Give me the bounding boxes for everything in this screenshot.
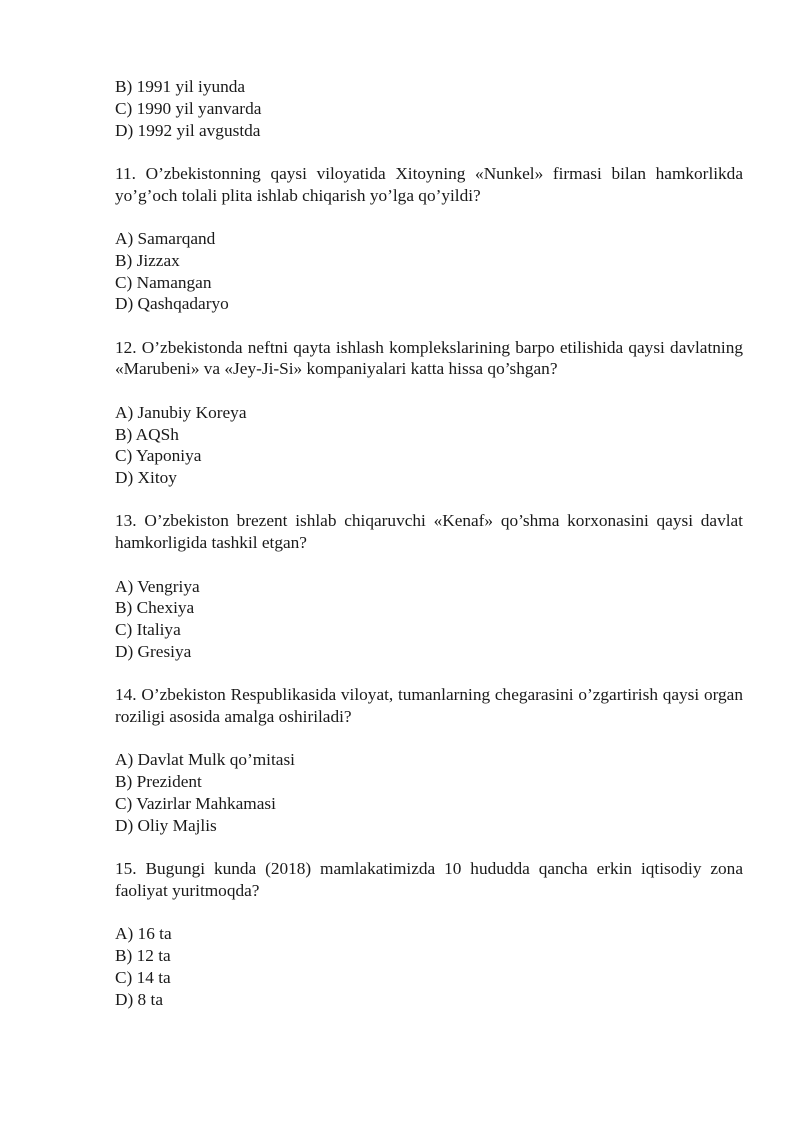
question-15 <box>115 858 743 1010</box>
option: A) Davlat Mulk qo’mitasi <box>115 750 295 770</box>
option: D) 1992 yil avgustda <box>115 120 261 140</box>
question-text: 13. O’zbekiston brezent ishlab chiqaruvchi «Kenaf» qo’shma korxonasini qaysi davlat hamkorligida tashkil etgan? <box>115 511 743 553</box>
question-11 <box>115 163 743 315</box>
option: B) Jizzax <box>115 250 180 270</box>
option: A) Janubiy Koreya <box>115 402 247 422</box>
option: A) Vengriya <box>115 576 200 596</box>
option: D) Xitoy <box>115 468 177 488</box>
option: B) Chexiya <box>115 598 195 618</box>
question-14 <box>115 684 743 836</box>
question-text: 15. Bugungi kunda (2018) mamlakatimizda 10 hududda qancha erkin iqtisodiy zona faoliyat yuritmoqda? <box>115 859 743 900</box>
question-text: 11. O’zbekistonning qaysi viloyatida Xitoyning «Nunkel» firmasi bilan hamkorlikda yo’g’och tolali plita ishlab chiqarish yo’lga qo’yildi? <box>115 163 743 205</box>
option: C) Namangan <box>115 272 212 292</box>
option: B) 1991 yil iyunda <box>115 77 246 96</box>
option: A) Samarqand <box>115 228 216 248</box>
option: B) Prezident <box>115 772 202 792</box>
question-text: 12. O’zbekistonda neftni qayta ishlash komplekslarining barpo etilishida qaysi davlatning «Marubeni» va «Jey-Ji-Si» kompaniyalari katta hissa qo’shgan? <box>115 337 743 379</box>
question-12 <box>115 337 743 489</box>
option: C) Italiya <box>115 620 181 640</box>
option: B) 12 ta <box>115 945 171 965</box>
option: C) 14 ta <box>115 967 171 987</box>
question-text: 14. O’zbekiston Respublikasida viloyat, tumanlarning chegarasini o’zgartirish qaysi organ roziligi asosida amalga oshiriladi? <box>115 685 743 727</box>
option: C) 1990 yil yanvarda <box>115 98 262 118</box>
option: D) Oliy Majlis <box>115 815 217 835</box>
option: D) Qashqadaryo <box>115 294 229 314</box>
option: D) Gresiya <box>115 641 192 661</box>
option: C) Vazirlar Mahkamasi <box>115 793 276 813</box>
option: D) 8 ta <box>115 989 163 1009</box>
leading-options <box>115 76 743 141</box>
question-13 <box>115 510 743 662</box>
document-page <box>115 76 743 1010</box>
option: C) Yaponiya <box>115 446 202 466</box>
option: A) 16 ta <box>115 924 172 944</box>
option: B) AQSh <box>115 424 179 444</box>
